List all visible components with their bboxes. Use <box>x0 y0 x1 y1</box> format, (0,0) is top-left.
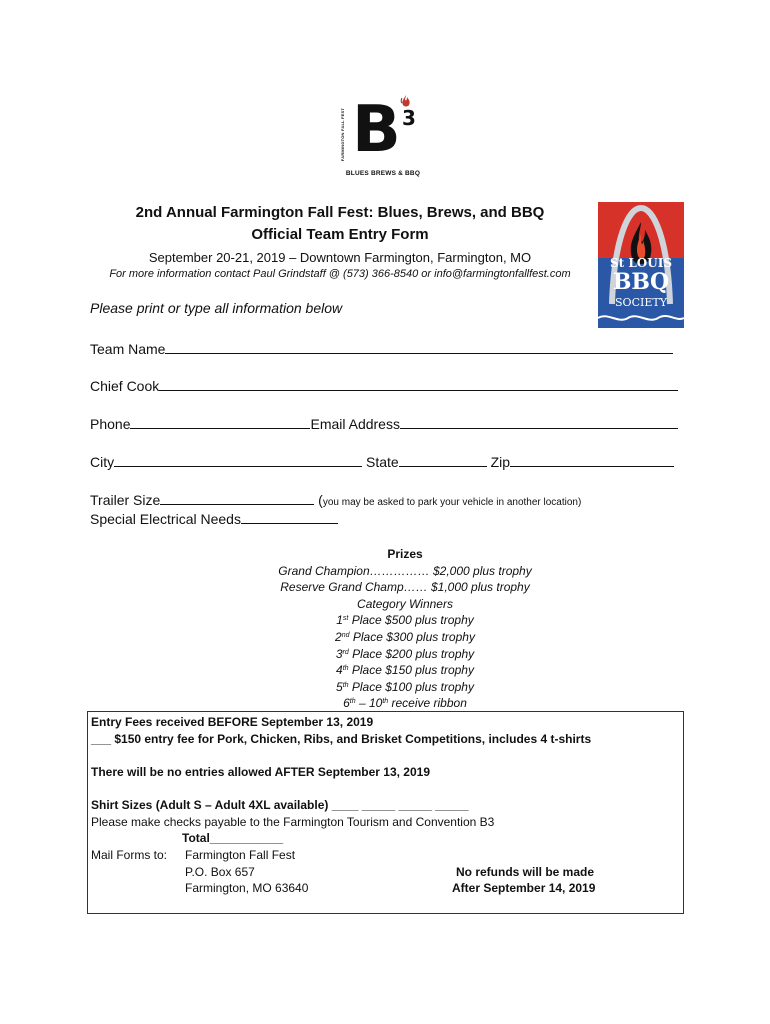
trailer-size-row <box>90 491 581 508</box>
trailer-note-paren: ( <box>318 492 323 508</box>
chief-cook-field[interactable] <box>159 377 678 391</box>
fee-line[interactable]: ___ $150 entry fee for Pork, Chicken, Ribs, and Brisket Competitions, includes 4 t-shirts <box>91 732 592 746</box>
state-label: State <box>366 454 399 470</box>
special-electrical-label: Special Electrical Needs <box>90 511 241 527</box>
prize-third-place: 3rd Place $200 plus trophy <box>335 646 475 661</box>
total-field[interactable]: ___________ <box>209 831 284 845</box>
instructions: Please print or type all information below <box>90 300 343 316</box>
trailer-note: you may be asked to park your vehicle in another location) <box>322 497 582 508</box>
city-field[interactable] <box>114 453 362 467</box>
email-label: Email Address <box>310 416 400 432</box>
team-name-field[interactable] <box>165 340 673 354</box>
phone-field[interactable] <box>130 415 310 429</box>
prize-category-heading: Category Winners <box>357 596 453 611</box>
logo-caption: BLUES BREWS & BBQ <box>345 170 421 177</box>
slbs-line1: St LOUIS <box>609 256 673 270</box>
prize-grand-champion: Grand Champion…………… $2,000 plus trophy <box>278 563 532 578</box>
email-field[interactable] <box>400 415 678 429</box>
prize-fourth-place: 4th Place $150 plus trophy <box>336 663 474 678</box>
mail-address-line1: Farmington Fall Fest <box>185 848 296 862</box>
contact-info: For more information contact Paul Grindstaff @ (573) 366-8540 or info@farmingtonfallfest.com <box>109 268 571 280</box>
total-row <box>182 831 283 845</box>
fees-deadline: Entry Fees received BEFORE September 13, 2019 <box>91 715 374 729</box>
trailer-size-field[interactable] <box>160 491 314 505</box>
city-state-zip-row <box>90 453 674 470</box>
st-louis-bbq-society-logo <box>598 200 684 328</box>
zip-field[interactable] <box>510 453 674 467</box>
slbs-line2: BBQ <box>612 269 670 295</box>
refund-notice-line1: No refunds will be made <box>456 865 595 879</box>
prize-first-place: 1st Place $500 plus trophy <box>336 613 474 628</box>
chief-cook-label: Chief Cook <box>90 378 160 394</box>
prizes-section <box>170 546 640 712</box>
mail-address-line3: Farmington, MO 63640 <box>185 881 309 895</box>
special-electrical-row <box>90 510 338 527</box>
state-field[interactable] <box>399 453 487 467</box>
chief-cook-row <box>90 377 678 394</box>
team-name-label: Team Name <box>90 341 166 357</box>
total-label: Total <box>182 831 210 845</box>
entry-fee-box <box>87 711 684 914</box>
refund-notice-line2: After September 14, 2019 <box>452 881 596 895</box>
event-dates: September 20-21, 2019 – Downtown Farmington, Farmington, MO <box>148 250 532 265</box>
shirt-sizes[interactable]: Shirt Sizes (Adult S – Adult 4XL available) ____ _____ _____ _____ <box>91 798 469 812</box>
b3-logo <box>338 94 428 184</box>
team-name-row <box>90 340 673 357</box>
form-title: 2nd Annual Farmington Fall Fest: Blues, Brews, and BBQ <box>135 204 545 221</box>
prize-fifth-place: 5th Place $100 plus trophy <box>336 679 474 694</box>
prize-ribbons: 6th – 10th receive ribbon <box>343 696 467 711</box>
city-label: City <box>90 454 115 470</box>
prize-second-place: 2nd Place $300 plus trophy <box>335 629 475 644</box>
mail-label: Mail Forms to: <box>91 848 168 862</box>
trailer-size-label: Trailer Size <box>90 492 161 508</box>
logo-letter: B <box>352 93 401 167</box>
prize-reserve-grand: Reserve Grand Champ…… $1,000 plus trophy <box>280 580 530 595</box>
phone-label: Phone <box>90 416 131 432</box>
logo-superscript: 3 <box>402 106 416 130</box>
special-electrical-field[interactable] <box>241 510 338 524</box>
no-entries-notice: There will be no entries allowed AFTER September 13, 2019 <box>91 765 430 779</box>
zip-label: Zip <box>490 454 511 470</box>
mail-address-line2: P.O. Box 657 <box>185 865 255 879</box>
checks-payable: Please make checks payable to the Farmington Tourism and Convention B3 <box>91 815 495 829</box>
form-subtitle: Official Team Entry Form <box>251 226 429 243</box>
prizes-heading: Prizes <box>387 547 423 561</box>
phone-email-row <box>90 415 678 432</box>
logo-vertical-text: FARMINGTON FALL FEST <box>340 108 345 162</box>
slbs-line3: SOCIETY <box>615 296 667 309</box>
